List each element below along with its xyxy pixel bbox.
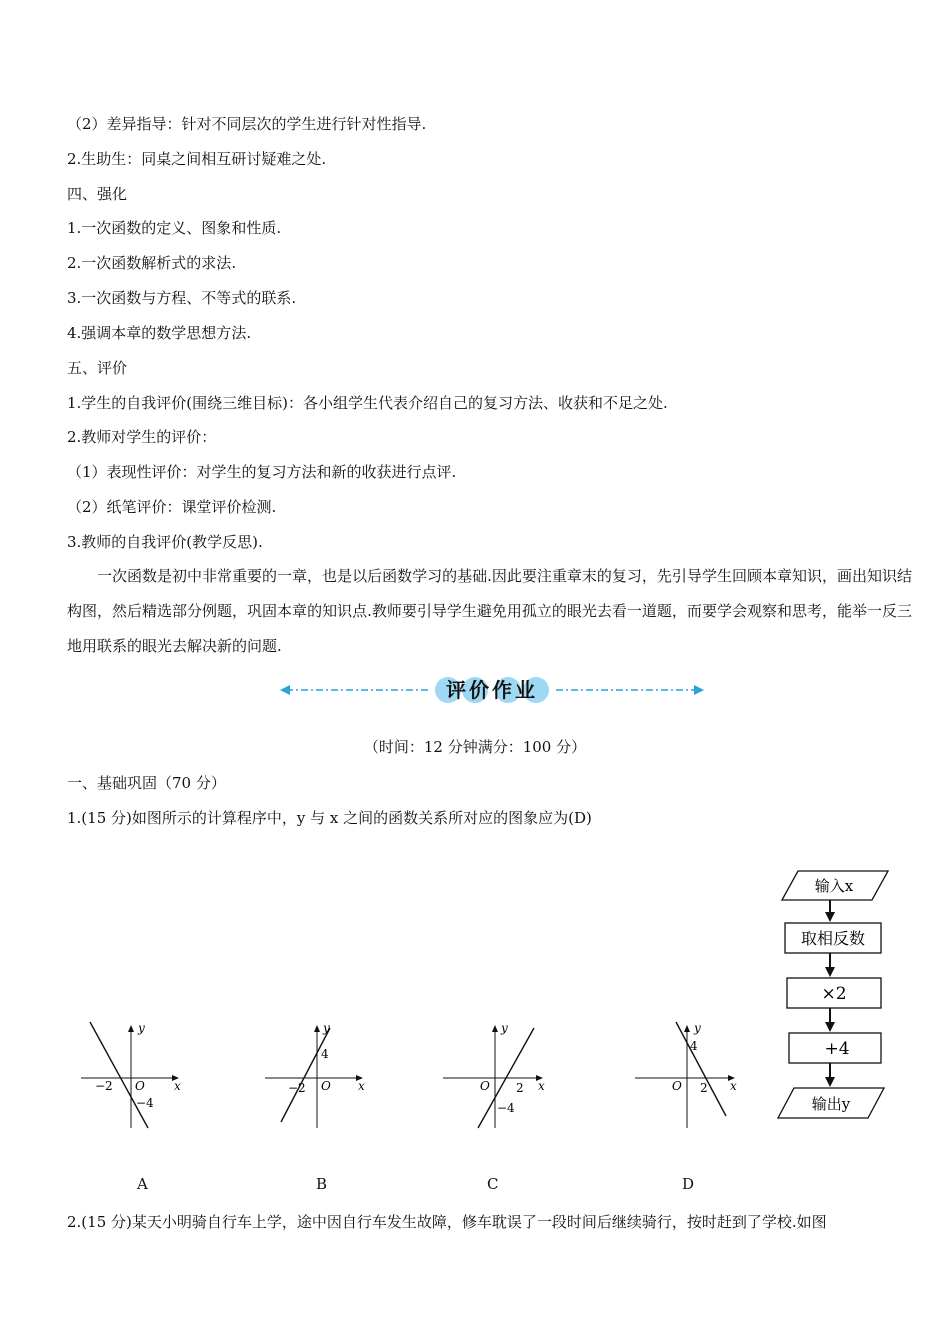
flowchart-step2: ×2: [821, 984, 847, 1004]
graph-b: [262, 1020, 377, 1139]
axis-y-label: y: [138, 1021, 145, 1035]
x-intercept-label: −2: [95, 1079, 113, 1093]
y-intercept-label: 4: [690, 1039, 698, 1053]
x-intercept-label: −2: [288, 1081, 306, 1095]
text-line: （2）纸笔评价：课堂评价检测.: [67, 498, 277, 516]
flowchart-step1: 取相反数: [800, 929, 866, 948]
axis-x-label: x: [538, 1079, 545, 1093]
axis-x-label: x: [174, 1079, 181, 1093]
section-heading: 五、评价: [67, 359, 128, 377]
text-line: 4.强调本章的数学思想方法.: [67, 324, 252, 342]
origin-label: O: [321, 1079, 331, 1093]
banner-title: 评价作业: [446, 678, 538, 702]
section-heading: 一、基础巩固（70 分）: [67, 774, 226, 792]
origin-label: O: [135, 1079, 145, 1093]
x-intercept-label: 2: [700, 1081, 708, 1095]
graph-a: [78, 1020, 193, 1139]
assessment-banner: [278, 674, 706, 706]
text-line: 2.教师对学生的评价：: [67, 428, 217, 446]
flowchart-step3: +4: [824, 1039, 850, 1059]
option-d-label: D: [682, 1175, 695, 1193]
program-flowchart: [770, 866, 895, 1132]
text-line: 2.一次函数解析式的求法.: [67, 254, 237, 272]
axis-x-label: x: [730, 1079, 737, 1093]
y-intercept-label: −4: [136, 1096, 154, 1110]
flowchart-output: 输出y: [811, 1095, 851, 1113]
graph-d: [632, 1020, 747, 1139]
option-c-label: C: [487, 1175, 499, 1193]
text-line: （1）表现性评价：对学生的复习方法和新的收获进行点评.: [67, 463, 457, 481]
y-intercept-label: −4: [497, 1101, 515, 1115]
text-line: 1.一次函数的定义、图象和性质.: [67, 219, 282, 237]
summary-paragraph: 一次函数是初中非常重要的一章，也是以后函数学习的基础.因此要注重章末的复习，先引导学生回顾本章知识，画出知识结构图，然后精选部分例题，巩固本章的知识点.教师要引导学生避免用孤立的眼光去看一道题，而要学会观察和思考，能举一反三地用联系的眼光去解决新的问题.: [67, 567, 912, 655]
time-score-note: （时间：12 分钟满分：100 分）: [363, 738, 587, 756]
flowchart-input: 输入x: [814, 877, 854, 895]
axis-y-label: y: [323, 1021, 330, 1035]
graph-c: [440, 1020, 555, 1139]
option-a-label: A: [137, 1175, 148, 1193]
origin-label: O: [672, 1079, 682, 1093]
text-line: 1.学生的自我评价(围绕三维目标)：各小组学生代表介绍自己的复习方法、收获和不足之处.: [67, 394, 668, 412]
origin-label: O: [480, 1079, 490, 1093]
axis-y-label: y: [694, 1021, 701, 1035]
y-intercept-label: 4: [321, 1047, 329, 1061]
question-2: 2.(15 分)某天小明骑自行车上学，途中因自行车发生故障，修车耽误了一段时间后继续骑行，按时赶到了学校.如图: [67, 1213, 827, 1231]
text-line: （2）差异指导：针对不同层次的学生进行针对性指导.: [67, 115, 427, 133]
question-1: 1.(15 分)如图所示的计算程序中，y 与 x 之间的函数关系所对应的图象应为(D): [67, 809, 592, 827]
axis-y-label: y: [501, 1021, 508, 1035]
option-b-label: B: [316, 1175, 328, 1193]
axis-x-label: x: [358, 1079, 365, 1093]
text-line: 3.教师的自我评价(教学反思).: [67, 533, 263, 551]
section-heading: 四、强化: [67, 185, 128, 203]
x-intercept-label: 2: [516, 1081, 524, 1095]
text-line: 2.生助生：同桌之间相互研讨疑难之处.: [67, 150, 327, 168]
text-line: 3.一次函数与方程、不等式的联系.: [67, 289, 297, 307]
